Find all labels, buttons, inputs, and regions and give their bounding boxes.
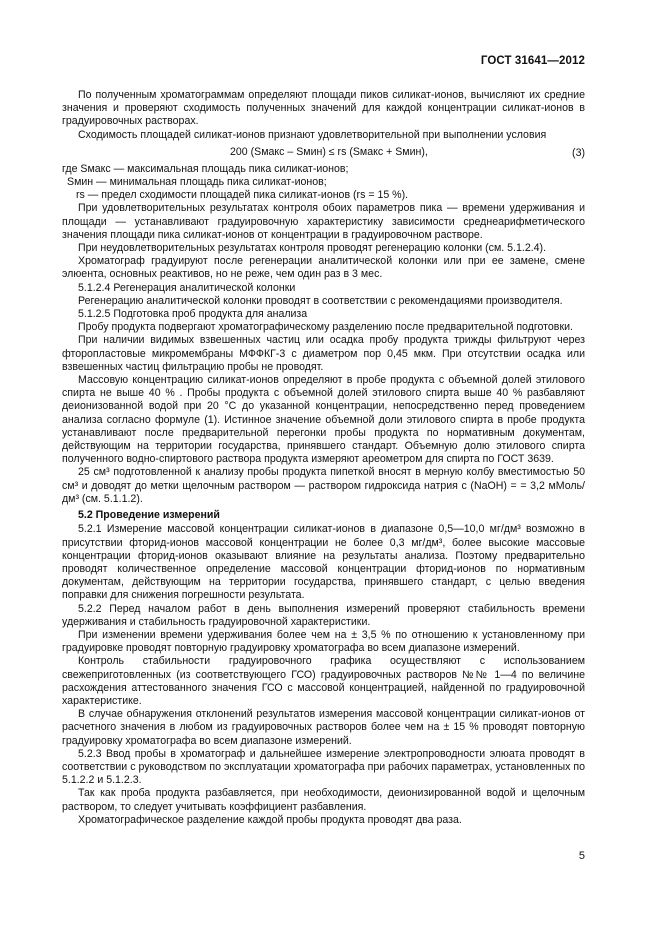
paragraph: При изменении времени удерживания более чем на ± 3,5 % по отношению к установленному при градуировке проводят повторную градуировку хроматографа во всем диапазоне измерений. [62, 628, 585, 655]
section-heading-5-2: 5.2 Проведение измерений [78, 509, 220, 522]
paragraph: Сходимость площадей силикат-ионов признают удовлетворительной при выполнении условия [78, 128, 547, 141]
page-number: 5 [578, 850, 585, 862]
document-id: ГОСТ 31641—2012 [480, 55, 585, 67]
paragraph: Хроматографическое разделение каждой пробы продукта проводят два раза. [78, 813, 462, 826]
paragraph: Регенерацию аналитической колонки проводят в соответствии с рекомендациями производителя. [78, 294, 563, 307]
formula-expression: 200 (Sмакс – Sмин) ≤ rs (Sмакс + Sмин), [230, 145, 428, 158]
paragraph: В случае обнаружения отклонений результатов измерения массовой концентрации силикат-ионов от расчетного значения в любом из градуировочных растворов более чем на ± 15 % проводят повторную градуировку хроматографа во всем диапазоне измерений. [62, 708, 585, 747]
variable-definitions [62, 163, 585, 203]
paragraph: 5.2.1 Измерение массовой концентрации силикат-ионов в диапазоне 0,5—10,0 мг/дм³ возможно в присутствии фторид-ионов массовой концентрации не более 0,3 мг/дм³, более высокие массовые концентрации фторид-ионов оказывают влияние на результаты анализа. Поэтому предварительно проводят количественное определение массовой концентрации фторид-ионов по нормативным документам, действующим на территории государства, принявшего стандарт, с целью введения поправки для снижения погрешности результата. [62, 523, 585, 602]
paragraph: Хроматограф градуируют после регенерации аналитической колонки или при ее замене, смене элюента, основных реактивов, но не реже, чем один раз в 3 мес. [62, 255, 585, 281]
paragraph: 25 см³ подготовленной к анализу пробы продукта пипеткой вносят в мерную колбу вместимостью 50 см³ и доводят до метки щелочным раствором — раствором гидроксида натрия с (NaOH) = = 3,2 мМоль/дм³ (см. 5.1.1.2). [62, 466, 585, 505]
paragraph: Пробу продукта подвергают хроматографическому разделению после предварительной подготовки. [78, 321, 573, 334]
section-heading-5-1-2-5: 5.1.2.5 Подготовка проб продукта для анализа [78, 308, 308, 321]
section-heading-5-1-2-4: 5.1.2.4 Регенерация аналитической колонки [78, 281, 296, 294]
paragraph: 5.2.3 Ввод пробы в хроматограф и дальнейшее измерение электропроводности элюата проводят в соответствии с руководством по эксплуатации хроматографа при рабочих параметрах, установленных по 5.1.2.2 и 5.1.2.3. [62, 747, 585, 787]
formula-block [62, 145, 585, 161]
paragraph: При неудовлетворительных результатах контроля проводят регенерацию колонки (см. 5.1.2.4). [78, 242, 547, 255]
definition-row: где Sмакс — максимальная площадь пика силикат-ионов; [62, 162, 349, 175]
definition-row: Sмин — минимальная площадь пика силикат-ионов; [67, 176, 327, 189]
paragraph: 5.2.2 Перед началом работ в день выполнения измерений проверяют стабильность времени удерживания и стабильность градуировочной характеристики. [62, 602, 585, 628]
paragraph: При наличии видимых взвешенных частиц или осадка пробу продукта трижды фильтруют через фторопластовые микромембраны МФФКГ-3 с диаметром пор 0,45 мкм. При отсутствии осадка или взвешенных частиц фильтрацию пробы не проводят. [62, 334, 585, 373]
formula-number: (3) [572, 146, 585, 159]
paragraph: По полученным хроматограммам определяют площади пиков силикат-ионов, вычисляют их средние значения и проверяют сходимость полученных значений для каждой концентрации силикат-ионов в градуировочных растворах. [62, 89, 585, 128]
definition-row: rs — предел сходимости площадей пика силикат-ионов (rs = 15 %). [76, 189, 409, 202]
page-body [62, 89, 585, 827]
paragraph: Массовую концентрацию силикат-ионов определяют в пробе продукта с объемной долей этилового спирта не выше 40 % . Пробы продукта с объемной долей этилового спирта выше 40 % разбавляют деионизованной водой при 20 °С до указанной концентрации, непосредственно перед проведением анализа согласно формуле (1). Истинное значение объемной доли этилового спирта в пробе продукта устанавливают после предварительной перегонки пробы продукта по нормативным документам, действующим на территории государства, принявшего стандарт. Объемную долю этилового спирта полученного водно-спиртового раствора продукта измеряют ареометром для спирта по ГОСТ 3639. [62, 374, 585, 466]
paragraph: Контроль стабильности градуировочного графика осуществляют с использованием свежеприготовленных (из соответствующего ГСО) градуировочных растворов №№ 1—4 по величине расхождения аттестованного значения ГСО с массовой концентрацией, найденной по градуировочной характеристике. [62, 655, 585, 707]
paragraph: Так как проба продукта разбавляется, при необходимости, деионизированной водой и щелочным раствором, то следует учитывать коэффициент разбавления. [62, 787, 585, 813]
paragraph: При удовлетворительных результатах контроля обоих параметров пика — времени удерживания и площади — устанавливают градуировочную характеристику зависимости среднеарифметического значения площади пика силикат-ионов от концентрации в градуировочном растворе. [62, 202, 585, 241]
